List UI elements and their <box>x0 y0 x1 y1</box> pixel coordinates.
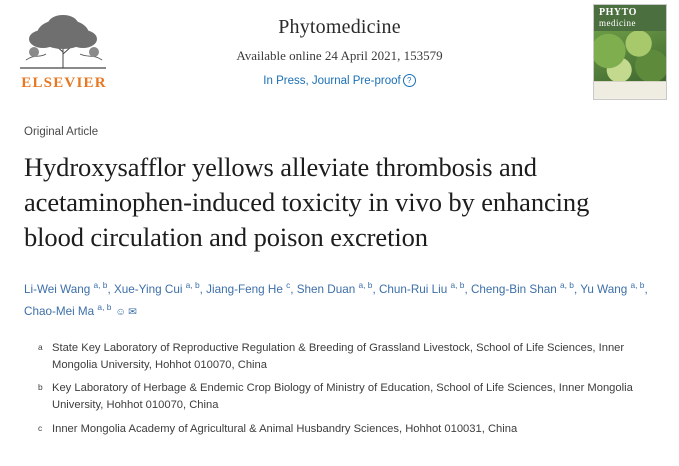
cover-footer <box>594 81 666 98</box>
author-item[interactable] <box>580 279 645 296</box>
author-item[interactable] <box>24 279 108 296</box>
affiliation-mark: a <box>38 341 43 352</box>
author-name[interactable]: Xue-Ying Cui <box>113 282 183 296</box>
affiliation-text: Inner Mongolia Academy of Agricultural & Animal Husbandry Sciences, Hohhot 010031, China <box>52 422 518 435</box>
author-separator: , <box>199 282 207 296</box>
author-affil-marks: a, b <box>358 279 373 290</box>
question-mark-circle-icon[interactable]: ? <box>403 74 416 87</box>
person-envelope-icons[interactable]: ☺✉ <box>115 305 139 318</box>
cover-artwork <box>594 31 666 81</box>
journal-cover-thumbnail[interactable] <box>593 4 667 100</box>
author-separator: , <box>107 282 114 296</box>
affiliation-item <box>38 380 655 414</box>
affiliation-mark: b <box>38 382 43 393</box>
article-type-label: Original Article <box>24 126 99 138</box>
affiliation-text: State Key Laboratory of Reproductive Regulation & Breeding of Grassland Livestock, School of Life Sciences, Inner Mongolia University, Hohhot 010070, China <box>52 341 625 371</box>
author-item[interactable] <box>378 279 465 296</box>
author-separator: , <box>372 282 379 296</box>
author-affil-marks: a, b <box>559 279 574 290</box>
author-affil-marks: a, b <box>185 279 200 290</box>
author-affil-marks: a, b <box>93 279 108 290</box>
author-item[interactable] <box>113 279 200 296</box>
author-separator: , <box>644 282 648 296</box>
cover-title-line2: medicine <box>599 18 636 28</box>
elsevier-logo[interactable] <box>10 8 118 92</box>
journal-title[interactable]: Phytomedicine <box>278 16 401 38</box>
author-item[interactable] <box>206 279 291 296</box>
availability-text: Available online 24 April 2021, 153579 <box>236 48 443 63</box>
cover-masthead <box>594 5 666 31</box>
elsevier-tree-icon <box>10 8 118 74</box>
author-item[interactable] <box>296 279 373 296</box>
author-item[interactable] <box>470 279 574 296</box>
publication-status-label: In Press, Journal Pre-proof <box>263 75 401 87</box>
author-list <box>24 278 655 322</box>
author-name[interactable]: Li-Wei Wang <box>24 282 91 296</box>
affiliation-item <box>38 421 655 438</box>
author-name[interactable]: Chao-Mei Ma <box>24 304 95 318</box>
elsevier-wordmark: ELSEVIER <box>21 75 107 91</box>
affiliation-item <box>38 340 655 374</box>
author-name[interactable]: Jiang-Feng He <box>206 282 283 296</box>
author-affil-marks: c <box>286 279 291 290</box>
author-item[interactable] <box>24 301 139 318</box>
page-title: Hydroxysafflor yellows alleviate thrombosis and acetaminophen-induced toxicity in vivo by enhancing blood circulation and poison excretion <box>24 152 590 253</box>
page-header <box>0 0 679 112</box>
author-name[interactable]: Chun-Rui Liu <box>378 282 448 296</box>
cover-title-line1: PHYTO <box>599 7 637 18</box>
affiliation-mark: c <box>38 422 43 433</box>
author-name[interactable]: Cheng-Bin Shan <box>470 282 557 296</box>
author-affil-marks: a, b <box>450 279 465 290</box>
article-content <box>0 112 679 438</box>
author-separator: , <box>573 282 581 296</box>
author-separator: , <box>464 282 471 296</box>
affiliation-list <box>24 340 655 438</box>
author-affil-marks: a, b <box>630 279 645 290</box>
author-separator: , <box>290 282 297 296</box>
author-name[interactable]: Shen Duan <box>296 282 356 296</box>
author-affil-marks: a, b <box>97 301 112 312</box>
affiliation-text: Key Laboratory of Herbage & Endemic Crop Biology of Ministry of Education, School of Life Sciences, Inner Mongolia University, Hohhot 010070, China <box>52 382 633 412</box>
author-name[interactable]: Yu Wang <box>580 282 628 296</box>
